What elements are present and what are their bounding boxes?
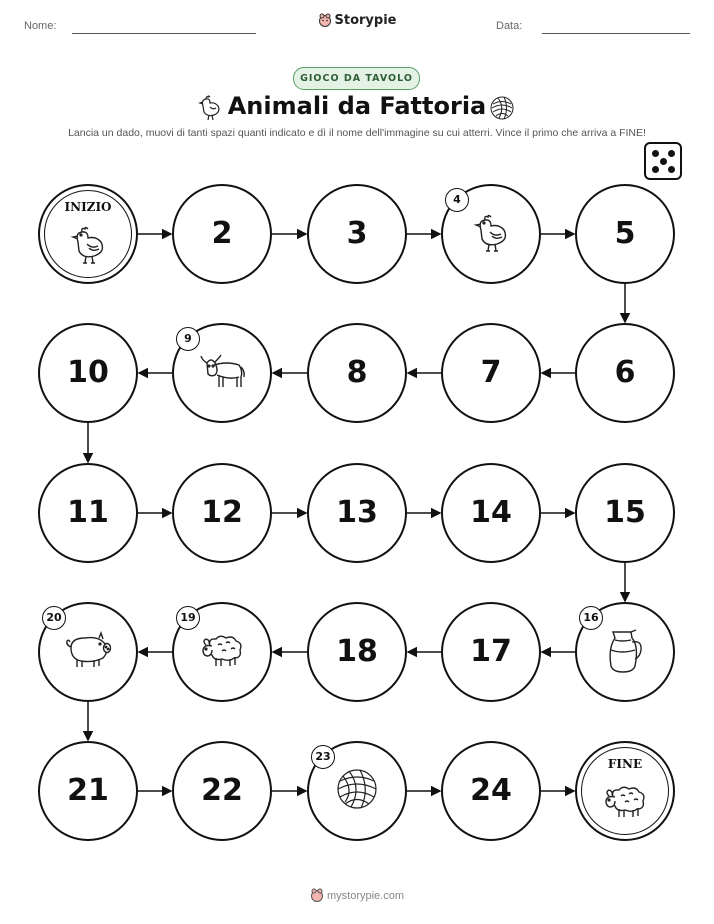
board-space-15	[575, 463, 675, 563]
space-number: 6	[614, 355, 636, 390]
chicken-icon	[66, 222, 110, 270]
board-space-23	[307, 741, 407, 841]
space-number: 13	[336, 495, 378, 530]
space-number: 12	[201, 495, 243, 530]
yarn-ball-icon	[334, 766, 380, 816]
board-space-13	[307, 463, 407, 563]
space-number: 14	[470, 495, 512, 530]
board-space-11	[38, 463, 138, 563]
instructions: Lancia un dado, muovi di tanti spazi quanti indicato e dì il nome dell'immagine su cui atterri. Vince il primo che arriva a FINE!	[68, 127, 646, 139]
board-space-5	[575, 184, 675, 284]
board-space-19	[172, 602, 272, 702]
space-number: 22	[201, 773, 243, 808]
board-space-16	[575, 602, 675, 702]
space-number: 17	[470, 634, 512, 669]
board-space-1	[38, 184, 138, 284]
space-number: 2	[211, 216, 233, 251]
board-space-9	[172, 323, 272, 423]
space-label: FINE	[607, 757, 643, 771]
space-number-tag: 4	[445, 188, 469, 212]
board-space-2	[172, 184, 272, 284]
board-space-21	[38, 741, 138, 841]
space-number: 11	[67, 495, 109, 530]
chicken-icon	[469, 210, 513, 258]
space-number-tag: 19	[176, 606, 200, 630]
board-space-14	[441, 463, 541, 563]
space-number: 21	[67, 773, 109, 808]
space-number: 3	[346, 216, 368, 251]
storypie-logo-icon	[310, 888, 324, 905]
space-number-tag: 23	[311, 745, 335, 769]
board-space-6	[575, 323, 675, 423]
name-label: Nome:	[24, 20, 57, 32]
board-space-12	[172, 463, 272, 563]
sheep-icon	[601, 781, 649, 825]
board-space-24	[441, 741, 541, 841]
board-space-7	[441, 323, 541, 423]
date-label: Data:	[496, 20, 523, 32]
board-space-22	[172, 741, 272, 841]
brand-name: Storypie	[334, 13, 397, 28]
board-space-20	[38, 602, 138, 702]
space-number: 18	[336, 634, 378, 669]
space-number: 10	[67, 355, 109, 390]
board-space-10	[38, 323, 138, 423]
milk-jug-icon	[605, 626, 645, 678]
sheep-icon	[198, 630, 246, 674]
board-space-8	[307, 323, 407, 423]
page-title: Animali da Fattoria	[227, 92, 487, 120]
footer	[0, 888, 714, 905]
board-space-18	[307, 602, 407, 702]
pig-icon	[63, 630, 113, 674]
space-label: INIZIO	[64, 200, 112, 214]
space-number: 8	[346, 355, 368, 390]
board-space-4	[441, 184, 541, 284]
board-space-17	[441, 602, 541, 702]
bull-icon	[197, 349, 247, 397]
space-number-tag: 9	[176, 327, 200, 351]
space-number: 7	[480, 355, 502, 390]
space-number-tag: 16	[579, 606, 603, 630]
board-space-3	[307, 184, 407, 284]
space-number-tag: 20	[42, 606, 66, 630]
space-number: 24	[470, 773, 512, 808]
category-badge: GIOCO DA TAVOLO	[293, 67, 420, 90]
space-number: 5	[614, 216, 636, 251]
footer-url: mystorypie.com	[326, 890, 405, 902]
board-space-25	[575, 741, 675, 841]
space-number: 15	[604, 495, 646, 530]
